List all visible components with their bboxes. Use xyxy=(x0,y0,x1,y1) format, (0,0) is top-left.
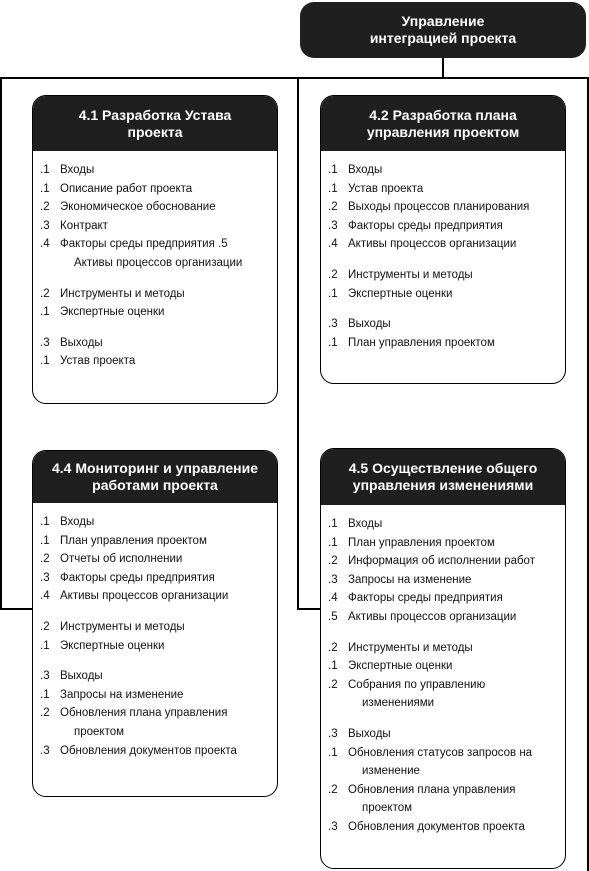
section-label: Инструменты и методы xyxy=(348,641,473,654)
item-number: .4 xyxy=(328,238,338,251)
list-item xyxy=(321,198,565,217)
list-item xyxy=(33,704,277,723)
section-label: Выходы xyxy=(348,318,391,331)
process-title-line-2: управления изменениями xyxy=(352,477,534,493)
item-number: .2 xyxy=(328,201,338,214)
connector-left-vertical xyxy=(0,77,2,610)
connector-left-tick xyxy=(0,608,36,610)
process-section xyxy=(321,515,565,627)
process-title-line-1: 4.4 Мониторинг и управление xyxy=(51,460,259,476)
process-box-4-2 xyxy=(320,95,566,384)
list-item xyxy=(321,180,565,199)
item-number: .3 xyxy=(40,571,50,584)
process-box-4-5 xyxy=(320,448,566,869)
section-number: .3 xyxy=(328,727,338,740)
section-heading xyxy=(321,515,565,534)
process-section xyxy=(321,315,565,352)
item-text: Экспертные оценки xyxy=(348,287,453,300)
item-text: Собрания по управлению xyxy=(348,678,486,691)
list-item xyxy=(321,676,565,695)
connector-root-stem xyxy=(442,58,444,78)
item-number: .2 xyxy=(40,553,50,566)
item-text: Факторы среды предприятия xyxy=(60,571,215,584)
list-item xyxy=(321,235,565,254)
section-label: Выходы xyxy=(60,336,103,349)
item-number: .4 xyxy=(40,590,50,603)
process-box-4-1 xyxy=(32,95,278,404)
list-item xyxy=(33,569,277,588)
item-text: проектом xyxy=(74,725,125,738)
item-text: Отчеты об исполнении xyxy=(60,553,183,566)
item-number: .4 xyxy=(328,592,338,605)
process-section xyxy=(33,334,277,371)
list-item xyxy=(33,352,277,371)
process-box-4-4 xyxy=(32,450,278,797)
list-item xyxy=(321,217,565,236)
process-title-line-2: управления проектом xyxy=(366,123,520,140)
list-item xyxy=(33,235,277,254)
item-number: .4 xyxy=(40,238,50,251)
list-item xyxy=(33,532,277,551)
item-text: Информация об исполнении работ xyxy=(348,555,535,568)
item-text: Факторы среды предприятия .5 xyxy=(60,238,228,251)
process-box-body xyxy=(33,151,277,371)
section-number: .2 xyxy=(40,287,50,300)
process-box-header xyxy=(321,449,565,505)
item-text: Факторы среды предприятия xyxy=(348,592,503,605)
item-text: План управления проектом xyxy=(60,534,207,547)
connector-middle-tick xyxy=(297,608,322,610)
item-text: Описание работ проекта xyxy=(60,182,193,195)
item-text: Экспертные оценки xyxy=(348,660,453,673)
process-section xyxy=(321,161,565,254)
section-number: .3 xyxy=(328,318,338,331)
item-text: Запросы на изменение xyxy=(348,573,472,586)
item-text: Факторы среды предприятия xyxy=(348,219,503,232)
item-number: .1 xyxy=(328,536,338,549)
item-number: .1 xyxy=(328,287,338,300)
section-label: Инструменты и методы xyxy=(348,268,473,281)
section-heading xyxy=(33,161,277,180)
item-text: План управления проектом xyxy=(348,336,495,349)
list-item xyxy=(33,587,277,606)
item-text: Активы процессов организации xyxy=(74,256,243,269)
section-heading xyxy=(33,285,277,304)
list-item xyxy=(321,781,565,800)
item-number: .1 xyxy=(40,639,50,652)
connector-horizontal xyxy=(0,77,589,79)
section-number: .2 xyxy=(40,620,50,633)
process-section xyxy=(321,639,565,713)
item-text: Обновления документов проекта xyxy=(60,744,237,757)
item-text: проектом xyxy=(362,802,413,815)
process-box-header xyxy=(33,96,277,151)
list-item xyxy=(33,686,277,705)
section-number: .1 xyxy=(328,518,338,530)
item-number: .3 xyxy=(40,744,50,757)
item-text: изменениями xyxy=(362,697,435,710)
list-item xyxy=(321,608,565,627)
process-box-header xyxy=(33,451,277,503)
section-label: Входы xyxy=(60,516,95,528)
item-text: Запросы на изменение xyxy=(60,688,184,701)
item-text: Активы процессов организации xyxy=(60,590,229,603)
section-number: .1 xyxy=(328,164,338,176)
item-text: Активы процессов организации xyxy=(348,610,517,623)
item-text: План управления проектом xyxy=(348,536,495,549)
process-box-body xyxy=(321,505,565,837)
item-number: .2 xyxy=(328,783,338,796)
section-number: .2 xyxy=(328,268,338,281)
section-label: Инструменты и методы xyxy=(60,620,185,633)
item-text: Выходы процессов планирования xyxy=(348,201,530,214)
section-label: Входы xyxy=(60,164,95,176)
section-heading xyxy=(321,725,565,744)
list-item xyxy=(321,285,565,304)
item-text: Экономическое обоснование xyxy=(60,201,216,214)
item-text: Обновления плана управления xyxy=(348,783,516,796)
section-heading xyxy=(33,618,277,637)
item-number: .1 xyxy=(40,688,50,701)
process-section xyxy=(33,161,277,273)
section-number: .1 xyxy=(40,516,50,528)
process-title-line-1: 4.5 Осуществление общего xyxy=(348,460,538,476)
list-item xyxy=(321,799,565,818)
list-item xyxy=(33,742,277,761)
item-text: Обновления плана управления xyxy=(60,707,228,720)
list-item xyxy=(33,303,277,322)
item-number: .3 xyxy=(328,573,338,586)
process-section xyxy=(33,618,277,655)
item-text: Обновления статусов запросов на xyxy=(348,746,533,759)
item-number: .3 xyxy=(328,219,338,232)
process-title-line-2: работами проекта xyxy=(92,477,218,493)
item-text: Обновления документов проекта xyxy=(348,820,525,833)
item-number: .2 xyxy=(40,201,50,214)
section-heading xyxy=(321,315,565,334)
root-title-line-2: интеграцией проекта xyxy=(369,30,517,46)
section-heading xyxy=(33,667,277,686)
item-number: .1 xyxy=(328,660,338,673)
list-item xyxy=(321,589,565,608)
list-item xyxy=(33,217,277,236)
process-box-header xyxy=(321,96,565,151)
process-section xyxy=(33,285,277,322)
item-number: .1 xyxy=(40,182,50,195)
section-label: Выходы xyxy=(60,670,103,683)
root-process-box xyxy=(300,2,586,58)
list-item xyxy=(33,254,277,273)
list-item xyxy=(321,534,565,553)
item-number: .1 xyxy=(328,746,338,759)
section-label: Выходы xyxy=(348,727,391,740)
list-item xyxy=(321,657,565,676)
root-title-line-1: Управление xyxy=(401,13,485,29)
connector-middle-vertical xyxy=(297,77,299,610)
list-item xyxy=(321,552,565,571)
item-number: .2 xyxy=(328,555,338,568)
item-text: Устав проекта xyxy=(348,182,424,195)
item-number: .5 xyxy=(328,610,338,623)
section-heading xyxy=(33,334,277,353)
list-item xyxy=(33,180,277,199)
section-label: Входы xyxy=(348,518,383,530)
item-number: .3 xyxy=(328,820,338,833)
section-heading xyxy=(33,513,277,532)
section-number: .2 xyxy=(328,641,338,654)
item-number: .3 xyxy=(40,219,50,232)
process-section xyxy=(33,667,277,760)
section-number: .3 xyxy=(40,336,50,349)
item-number: .2 xyxy=(328,678,338,691)
section-number: .1 xyxy=(40,164,50,176)
section-heading xyxy=(321,161,565,180)
process-title-line-1: 4.2 Разработка плана xyxy=(369,106,517,123)
list-item xyxy=(33,550,277,569)
section-heading xyxy=(321,639,565,658)
item-number: .2 xyxy=(40,707,50,720)
item-text: изменение xyxy=(362,765,420,778)
list-item xyxy=(321,334,565,353)
item-text: Устав проекта xyxy=(60,355,136,368)
item-number: .1 xyxy=(40,355,50,368)
list-item xyxy=(321,571,565,590)
section-heading xyxy=(321,266,565,285)
process-section xyxy=(33,513,277,606)
item-number: .1 xyxy=(328,336,338,349)
list-item xyxy=(321,762,565,781)
process-section xyxy=(321,725,565,837)
list-item xyxy=(321,818,565,837)
list-item xyxy=(321,744,565,763)
item-text: Активы процессов организации xyxy=(348,238,517,251)
item-text: Экспертные оценки xyxy=(60,306,165,319)
item-number: .1 xyxy=(40,534,50,547)
list-item xyxy=(33,198,277,217)
section-label: Инструменты и методы xyxy=(60,287,185,300)
item-number: .1 xyxy=(40,306,50,319)
list-item xyxy=(33,723,277,742)
list-item xyxy=(33,637,277,656)
process-box-body xyxy=(33,503,277,760)
section-label: Входы xyxy=(348,164,383,176)
process-title-line-1: 4.1 Разработка Устава xyxy=(78,106,232,123)
process-section xyxy=(321,266,565,303)
list-item xyxy=(321,694,565,713)
section-number: .3 xyxy=(40,670,50,683)
process-box-body xyxy=(321,151,565,352)
item-text: Контракт xyxy=(60,219,108,232)
item-number: .1 xyxy=(328,182,338,195)
item-text: Экспертные оценки xyxy=(60,639,165,652)
process-title-line-2: проекта xyxy=(127,123,183,140)
